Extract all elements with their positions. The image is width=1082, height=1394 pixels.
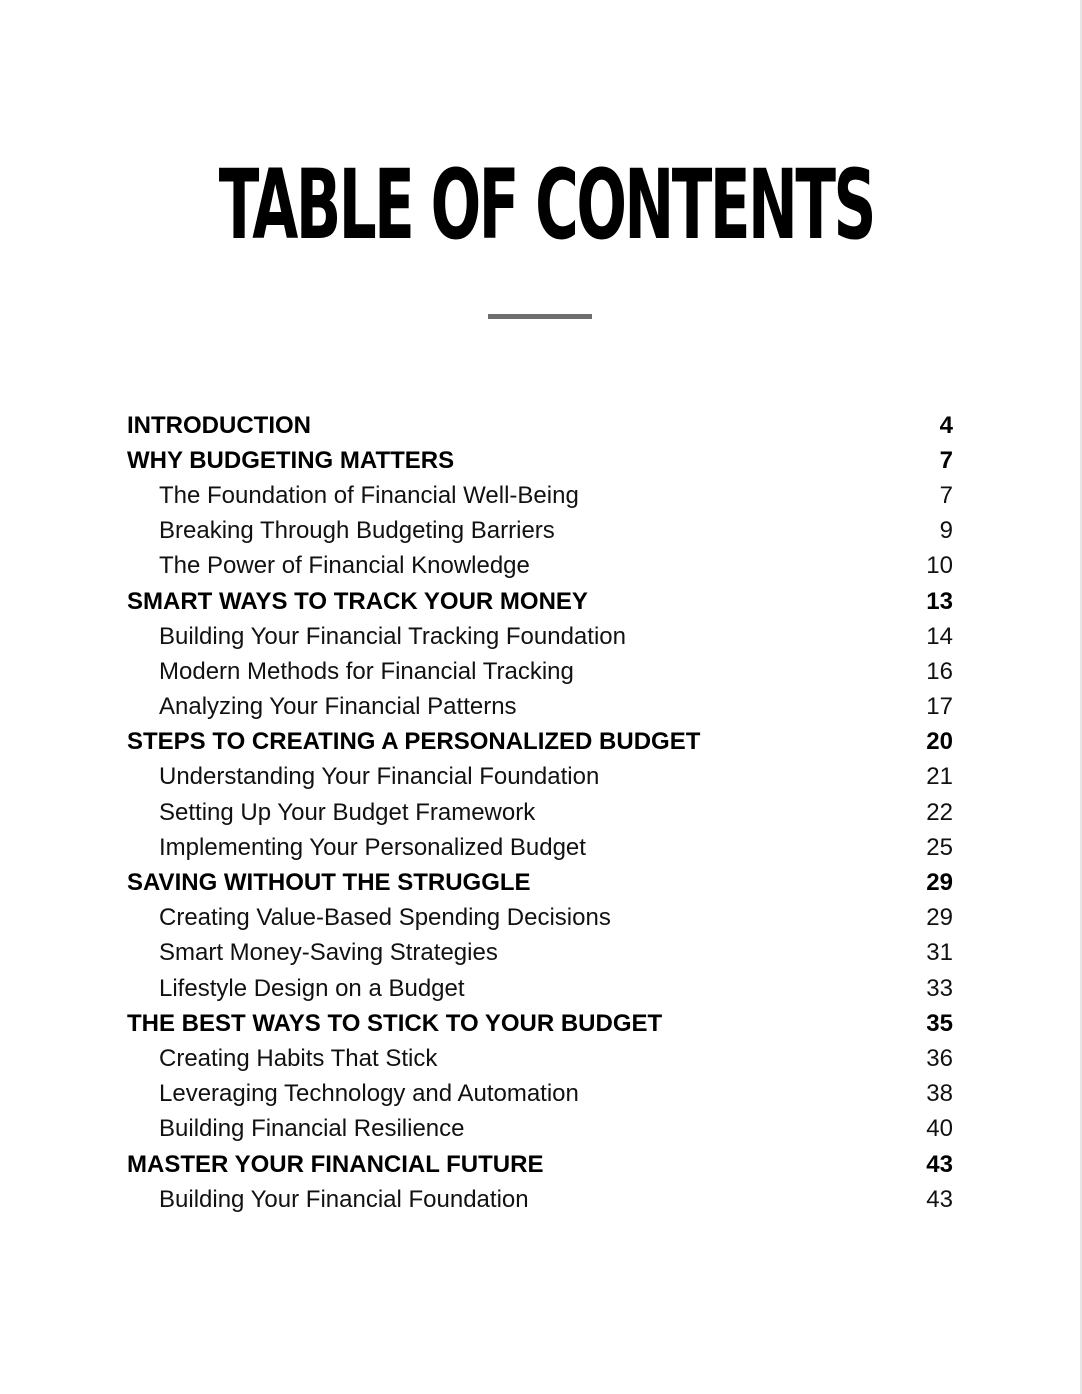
toc-entry-page-number: 33	[926, 974, 953, 1002]
toc-section-entry[interactable]	[127, 795, 953, 830]
toc-section-entry[interactable]	[127, 654, 953, 689]
toc-entry-title: Modern Methods for Financial Tracking	[159, 657, 574, 685]
toc-entry-page-number: 9	[939, 517, 953, 545]
toc-section-entry[interactable]	[127, 514, 953, 549]
toc-entry-page-number: 38	[926, 1080, 953, 1108]
toc-entry-title: Building Your Financial Tracking Foundation	[159, 622, 626, 650]
toc-entry-page-number: 25	[926, 833, 953, 861]
toc-entry-page-number: 36	[926, 1044, 953, 1072]
toc-entry-title: Building Financial Resilience	[159, 1115, 465, 1143]
toc-entry-title: MASTER YOUR FINANCIAL FUTURE	[127, 1150, 544, 1178]
toc-chapter-entry[interactable]	[127, 725, 953, 760]
toc-entry-title: Building Your Financial Foundation	[159, 1185, 529, 1213]
toc-entry-title: Smart Money-Saving Strategies	[159, 939, 498, 967]
toc-chapter-entry[interactable]	[127, 865, 953, 900]
toc-entry-page-number: 35	[926, 1009, 953, 1037]
toc-entry-page-number: 17	[926, 693, 953, 721]
toc-entry-title: THE BEST WAYS TO STICK TO YOUR BUDGET	[127, 1009, 663, 1037]
title-divider	[488, 314, 592, 319]
toc-entry-title: Breaking Through Budgeting Barriers	[159, 517, 555, 545]
toc-section-entry[interactable]	[127, 549, 953, 584]
toc-entry-page-number: 14	[926, 622, 953, 650]
toc-section-entry[interactable]	[127, 478, 953, 513]
toc-entry-page-number: 31	[926, 939, 953, 967]
toc-entry-page-number: 29	[926, 869, 953, 897]
toc-entry-page-number: 16	[926, 657, 953, 685]
toc-section-entry[interactable]	[127, 690, 953, 725]
toc-entry-page-number: 13	[926, 587, 953, 615]
toc-entry-title: The Power of Financial Knowledge	[159, 552, 530, 580]
toc-chapter-entry[interactable]	[127, 1006, 953, 1041]
toc-entry-title: WHY BUDGETING MATTERS	[127, 446, 455, 474]
toc-section-entry[interactable]	[127, 1041, 953, 1076]
toc-chapter-entry[interactable]	[127, 584, 953, 619]
toc-section-entry[interactable]	[127, 1112, 953, 1147]
toc-section-entry[interactable]	[127, 1182, 953, 1217]
toc-entry-page-number: 7	[939, 481, 953, 509]
toc-section-entry[interactable]	[127, 971, 953, 1006]
toc-entry-title: Understanding Your Financial Foundation	[159, 763, 600, 791]
toc-entry-title: INTRODUCTION	[127, 411, 311, 439]
toc-entry-page-number: 4	[939, 411, 953, 439]
toc-section-entry[interactable]	[127, 1077, 953, 1112]
toc-entry-title: SMART WAYS TO TRACK YOUR MONEY	[127, 587, 588, 615]
toc-section-entry[interactable]	[127, 760, 953, 795]
toc-entry-title: Creating Value-Based Spending Decisions	[159, 904, 611, 932]
toc-section-entry[interactable]	[127, 619, 953, 654]
toc-entry-title: Analyzing Your Financial Patterns	[159, 693, 517, 721]
toc-entry-page-number: 10	[926, 552, 953, 580]
toc-entry-title: Leveraging Technology and Automation	[159, 1080, 579, 1108]
toc-entry-title: Lifestyle Design on a Budget	[159, 974, 465, 1002]
toc-section-entry[interactable]	[127, 830, 953, 865]
toc-entry-page-number: 43	[926, 1150, 953, 1178]
toc-entry-page-number: 7	[939, 446, 953, 474]
toc-entry-page-number: 22	[926, 798, 953, 826]
toc-chapter-entry[interactable]	[127, 1147, 953, 1182]
toc-entry-title: SAVING WITHOUT THE STRUGGLE	[127, 869, 531, 897]
toc-entry-page-number: 29	[926, 904, 953, 932]
table-of-contents	[127, 408, 953, 1217]
toc-entry-title: The Foundation of Financial Well-Being	[159, 481, 579, 509]
page-title: TABLE OF CONTENTS	[218, 149, 874, 261]
toc-entry-page-number: 21	[926, 763, 953, 791]
toc-entry-title: Setting Up Your Budget Framework	[159, 798, 536, 826]
toc-entry-page-number: 43	[926, 1185, 953, 1213]
toc-entry-title: Implementing Your Personalized Budget	[159, 833, 586, 861]
toc-entry-title: Creating Habits That Stick	[159, 1044, 438, 1072]
toc-entry-page-number: 20	[926, 728, 953, 756]
toc-entry-title: STEPS TO CREATING A PERSONALIZED BUDGET	[127, 728, 701, 756]
toc-chapter-entry[interactable]	[127, 443, 953, 478]
toc-section-entry[interactable]	[127, 936, 953, 971]
toc-entry-page-number: 40	[926, 1115, 953, 1143]
toc-chapter-entry[interactable]	[127, 408, 953, 443]
toc-section-entry[interactable]	[127, 901, 953, 936]
